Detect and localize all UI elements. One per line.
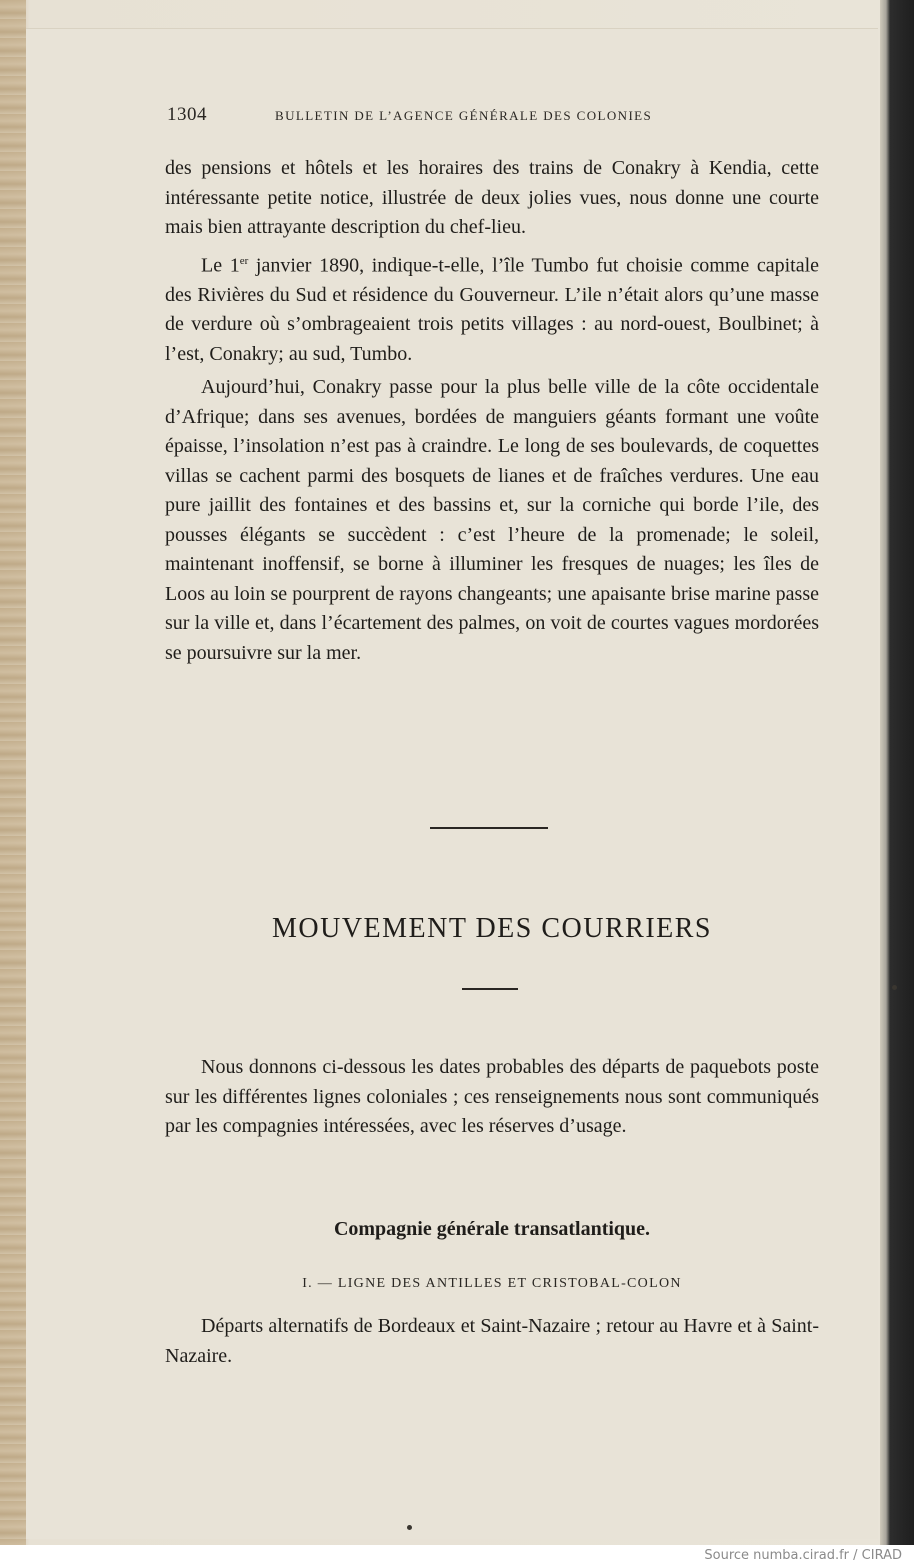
paragraph-1: des pensions et hôtels et les horaires des trains de Conakry à Kendia, cette intéressante petite notice, illustrée de deux jolies vues, nous donne une courte mais bien attrayante description du chef-lieu. <box>165 157 819 238</box>
section-intro: Nous donnons ci-dessous les dates probables des départs de paquebots poste sur les différentes lignes coloniales ; ces renseignements nous sont communiqués par les compagnies intéressées, avec les réserves d’usage. <box>165 1056 819 1137</box>
ink-speck <box>892 985 897 990</box>
paragraph-3: Aujourd’hui, Conakry passe pour la plus belle ville de la côte occidentale d’Afrique; dans ses avenues, bordées de manguiers géants formant une voûte épaisse, l’insolation n’est pas à craindre. Le long de ses boulevards, de coquettes villas se cachent parmi des bosquets de lianes et de fraîches verdures. Une eau pure jaillit des fontaines et des bassins et, sur la corniche qui borde l’ile, des pousses élégants se succèdent : c’est l’heure de la promenade; le soleil, maintenant inoffensif, se borne à illuminer les fresques de nuages; les îles de Loos au loin se pourprent de rayons changeants; une apaisante brise marine passe sur la ville et, dans l’écartement des palmes, on voit de courtes vagues mordorées se poursuivre sur la mer. <box>165 376 819 664</box>
company-heading: Compagnie générale transatlantique. <box>333 1218 651 1240</box>
paragraph-2-text: janvier 1890, indique-t-elle, l’île Tumbo fut choisie comme capitale des Rivières du Sud et résidence du Gouverneur. L’ile n’était alors qu’une masse de verdure où s’ombrageaient trois petits villages : au nord-ouest, Boulbinet; à l’est, Conakry; au sud, Tumbo. <box>165 254 820 365</box>
ink-speck <box>407 1525 412 1530</box>
scan-right-border <box>880 0 914 1545</box>
title-underline <box>462 988 518 990</box>
paragraph-2-lead: Le 1 <box>201 254 240 277</box>
page-left-edge <box>0 0 26 1545</box>
source-credit: Source numba.cirad.fr / CIRAD <box>704 1548 902 1563</box>
line-description: Départs alternatifs de Bordeaux et Saint-Nazaire ; retour au Havre et à Saint-Nazaire. <box>165 1315 819 1367</box>
article-text <box>165 154 819 668</box>
line-heading: I. — LIGNE DES ANTILLES ET CRISTOBAL-COLON <box>302 1276 682 1291</box>
separator-rule <box>430 827 548 829</box>
page-number: 1304 <box>167 104 207 125</box>
journal-title: BULLETIN DE L’AGENCE GÉNÉRALE DES COLONIES <box>275 108 653 123</box>
running-head <box>167 104 727 132</box>
paragraph-2-superscript: er <box>239 254 249 267</box>
section-title: MOUVEMENT DES COURRIERS <box>271 913 713 944</box>
paragraph-2 <box>165 247 819 370</box>
